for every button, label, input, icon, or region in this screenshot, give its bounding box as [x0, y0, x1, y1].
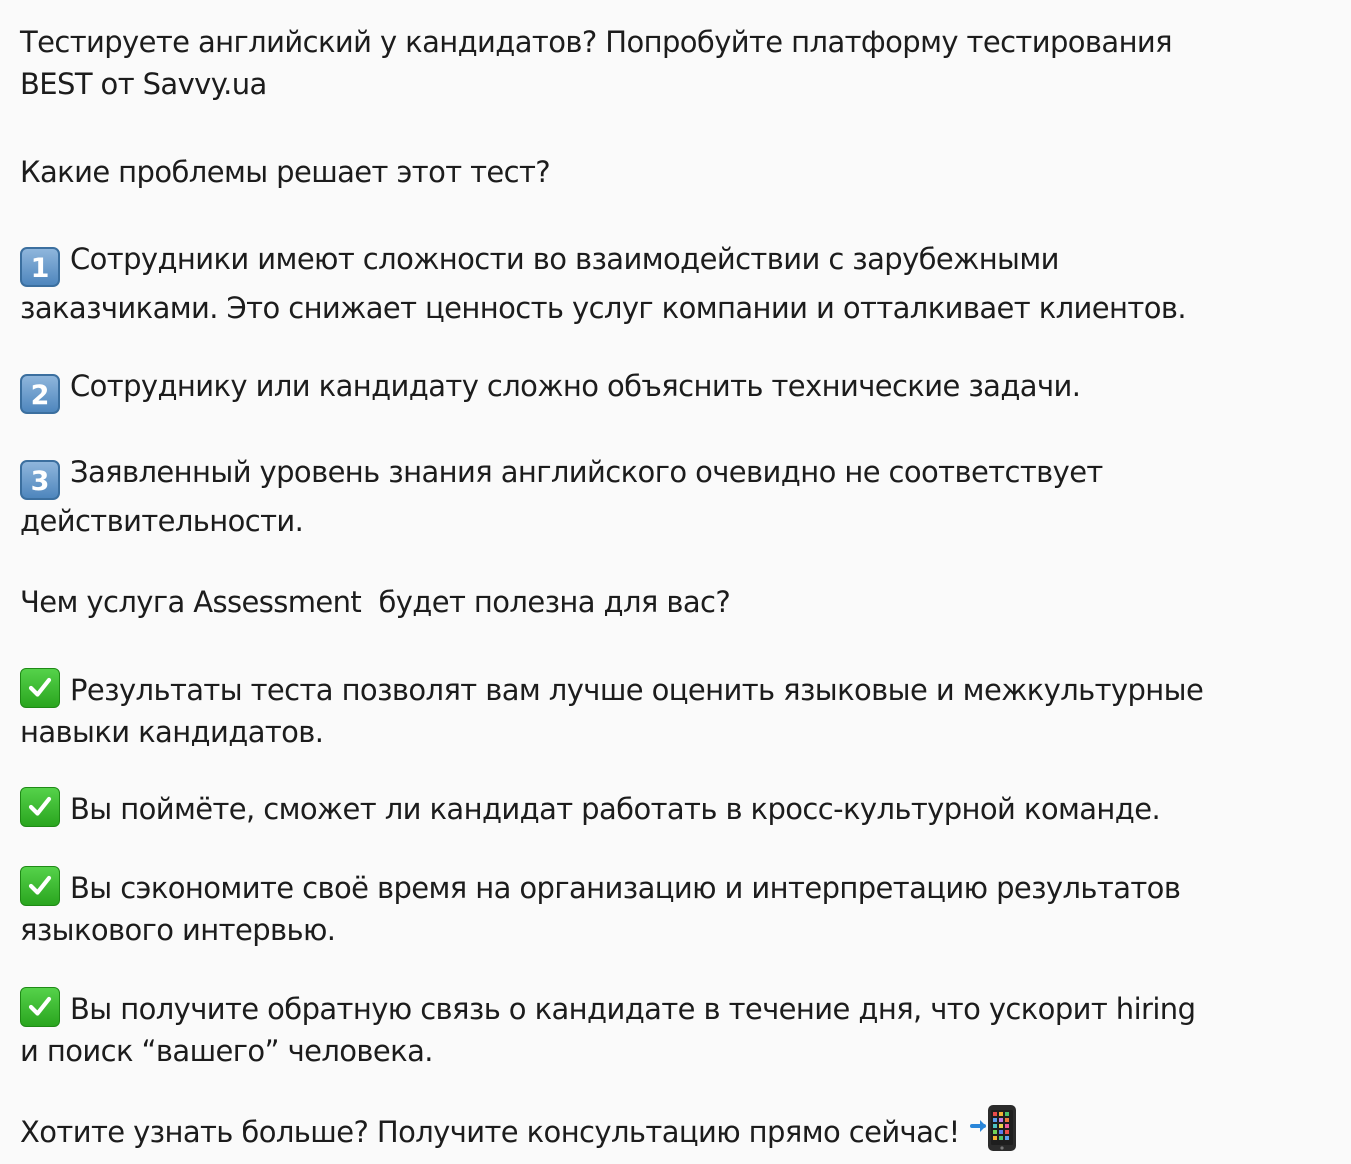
benefit-item: [20, 987, 1330, 1072]
benefits-heading: Чем услуга Assessment будет полезна для вас?: [20, 585, 731, 619]
benefit-item: [20, 787, 1330, 830]
check-mark-button-icon: [20, 866, 60, 906]
problem-item: [20, 365, 1330, 414]
intro-line-1: Тестируете английский у кандидатов? Попробуйте платформу тестирования: [20, 25, 1173, 59]
benefit-1-line-2: навыки кандидатов.: [20, 715, 324, 749]
benefit-3-line-2: языкового интервью.: [20, 913, 336, 947]
intro-paragraph: [20, 21, 1330, 105]
problem-3-line-2: действительности.: [20, 504, 304, 538]
benefit-1-line-1: Результаты теста позволят вам лучше оценить языковые и межкультурные: [70, 673, 1204, 707]
check-mark-button-icon: [20, 787, 60, 827]
problem-3-line-1: Заявленный уровень знания английского очевидно не соответствует: [70, 455, 1103, 489]
keycap-3-icon: 3: [20, 460, 60, 500]
benefit-item: [20, 866, 1330, 951]
problem-1-line-1: Сотрудники имеют сложности во взаимодействии с зарубежными: [70, 242, 1059, 276]
problems-heading: Какие проблемы решает этот тест?: [20, 155, 551, 189]
problem-item: [20, 451, 1330, 542]
cta-text: Хотите узнать больше? Получите консультацию прямо сейчас!: [20, 1115, 960, 1149]
benefit-2-line-1: Вы поймёте, сможет ли кандидат работать в кросс-культурной команде.: [70, 792, 1161, 826]
problem-2-line-1: Сотруднику или кандидату сложно объяснить технические задачи.: [70, 369, 1081, 403]
check-mark-button-icon: [20, 987, 60, 1027]
benefit-4-line-2: и поиск “вашего” человека.: [20, 1034, 433, 1068]
intro-line-2: BEST от Savvy.ua: [20, 67, 267, 101]
keycap-2-icon: 2: [20, 374, 60, 414]
benefit-item: [20, 668, 1330, 753]
problem-1-line-2: заказчиками. Это снижает ценность услуг компании и отталкивает клиентов.: [20, 291, 1186, 325]
mobile-phone-with-arrow-icon: [970, 1104, 1020, 1163]
keycap-1-icon: 1: [20, 247, 60, 287]
call-to-action: [20, 1104, 1020, 1163]
benefit-4-line-1: Вы получите обратную связь о кандидате в течение дня, что ускорит hiring: [70, 992, 1196, 1026]
benefit-3-line-1: Вы сэкономите своё время на организацию и интерпретацию результатов: [70, 871, 1181, 905]
check-mark-button-icon: [20, 668, 60, 708]
problem-item: [20, 238, 1330, 329]
